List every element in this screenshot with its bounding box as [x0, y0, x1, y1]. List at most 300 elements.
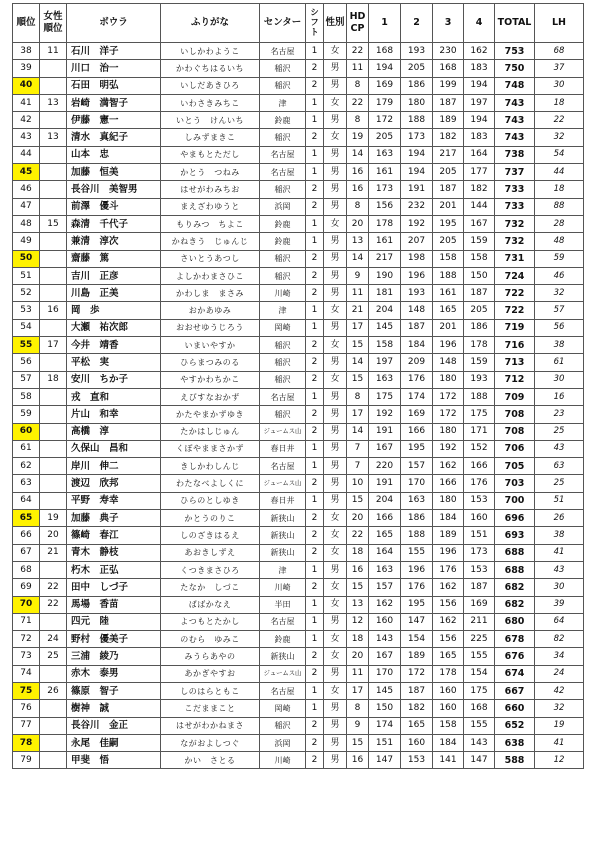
game-4-score: 171: [464, 423, 495, 440]
bowler-name-cell: 片山 和幸: [67, 406, 161, 423]
game-2-score: 165: [401, 717, 433, 734]
shift-cell: 2: [306, 527, 324, 544]
center-cell: 新狭山: [260, 544, 306, 561]
furigana-cell: いしだあきひろ: [161, 77, 260, 94]
game-4-score: 166: [464, 458, 495, 475]
game-4-score: 153: [464, 561, 495, 578]
table-row: [13, 596, 584, 613]
furigana-cell: いまいやすか: [161, 337, 260, 354]
bowler-name-cell: 森清 千代子: [67, 215, 161, 232]
hdcp-cell: 11: [347, 665, 369, 682]
gender-cell: 女: [324, 129, 347, 146]
table-row: [13, 94, 584, 111]
furigana-cell: くつきまさひろ: [161, 561, 260, 578]
bowler-name-cell: 大瀬 祐次郎: [67, 319, 161, 336]
women-rank-cell: [40, 665, 67, 682]
game-4-score: 164: [464, 146, 495, 163]
game-1-score: 217: [369, 250, 401, 267]
bowler-name-cell: 石川 洋子: [67, 43, 161, 60]
rank-cell: 55: [13, 337, 40, 354]
center-cell: ジュームス山: [260, 665, 306, 682]
bowler-name-cell: 兼清 淳次: [67, 233, 161, 250]
game-2-score: 198: [401, 250, 433, 267]
game-1-score: 145: [369, 682, 401, 699]
game-3-score: 160: [433, 682, 464, 699]
rank-cell: 46: [13, 181, 40, 198]
game-2-score: 186: [401, 510, 433, 527]
bowler-name-cell: 三浦 綾乃: [67, 648, 161, 665]
women-rank-cell: [40, 250, 67, 267]
table-row: [13, 700, 584, 717]
table-row: [13, 250, 584, 267]
shift-cell: 2: [306, 406, 324, 423]
total-score: 709: [495, 388, 535, 405]
lh-cell: 41: [535, 734, 584, 751]
women-rank-cell: [40, 354, 67, 371]
game-2-score: 153: [401, 752, 433, 769]
table-row: [13, 267, 584, 284]
bowler-name-cell: 岡 歩: [67, 302, 161, 319]
game-3-score: 161: [433, 285, 464, 302]
game-4-score: 187: [464, 579, 495, 596]
lh-cell: 24: [535, 665, 584, 682]
results-table: [12, 3, 584, 769]
game-4-score: 154: [464, 665, 495, 682]
game-2-score: 189: [401, 648, 433, 665]
total-score: 688: [495, 544, 535, 561]
total-score: 708: [495, 406, 535, 423]
game-3-score: 217: [433, 146, 464, 163]
gender-cell: 男: [324, 319, 347, 336]
center-cell: 稲沢: [260, 371, 306, 388]
game-4-score: 162: [464, 43, 495, 60]
furigana-cell: くぼやままさかず: [161, 440, 260, 457]
shift-cell: 2: [306, 198, 324, 215]
game-3-score: 172: [433, 406, 464, 423]
game-1-score: 143: [369, 631, 401, 648]
gender-cell: 男: [324, 164, 347, 181]
rank-cell: 57: [13, 371, 40, 388]
shift-cell: 2: [306, 337, 324, 354]
lh-cell: 88: [535, 198, 584, 215]
game-4-score: 169: [464, 596, 495, 613]
shift-cell: 2: [306, 579, 324, 596]
game-2-score: 187: [401, 682, 433, 699]
game-3-score: 156: [433, 596, 464, 613]
hdcp-cell: 15: [347, 337, 369, 354]
total-score: 716: [495, 337, 535, 354]
lh-cell: 18: [535, 181, 584, 198]
game-1-score: 151: [369, 734, 401, 751]
table-row: [13, 319, 584, 336]
gender-cell: 男: [324, 492, 347, 509]
center-cell: 名古屋: [260, 388, 306, 405]
women-rank-cell: [40, 319, 67, 336]
table-row: [13, 198, 584, 215]
shift-cell: 1: [306, 146, 324, 163]
hdcp-cell: 13: [347, 233, 369, 250]
center-cell: 新狭山: [260, 527, 306, 544]
header-game-1: 1: [369, 4, 401, 43]
game-2-score: 155: [401, 544, 433, 561]
shift-cell: 2: [306, 250, 324, 267]
game-4-score: 159: [464, 354, 495, 371]
center-cell: 稲沢: [260, 181, 306, 198]
game-4-score: 182: [464, 181, 495, 198]
lh-cell: 34: [535, 648, 584, 665]
shift-cell: 2: [306, 752, 324, 769]
shift-cell: 1: [306, 112, 324, 129]
table-row: [13, 60, 584, 77]
game-1-score: 190: [369, 267, 401, 284]
header-women-rank: 女性 順位: [40, 4, 67, 43]
bowler-name-cell: 岩崎 満智子: [67, 94, 161, 111]
game-3-score: 141: [433, 752, 464, 769]
game-4-score: 167: [464, 215, 495, 232]
total-score: 652: [495, 717, 535, 734]
center-cell: 鈴鹿: [260, 215, 306, 232]
shift-cell: 2: [306, 181, 324, 198]
women-rank-cell: [40, 181, 67, 198]
gender-cell: 男: [324, 700, 347, 717]
gender-cell: 女: [324, 302, 347, 319]
women-rank-cell: 11: [40, 43, 67, 60]
game-3-score: 180: [433, 371, 464, 388]
gender-cell: 男: [324, 60, 347, 77]
bowler-name-cell: 高橋 淳: [67, 423, 161, 440]
women-rank-cell: 24: [40, 631, 67, 648]
hdcp-cell: 8: [347, 112, 369, 129]
gender-cell: 男: [324, 77, 347, 94]
center-cell: 稲沢: [260, 354, 306, 371]
lh-cell: 26: [535, 510, 584, 527]
bowler-name-cell: 田中 しづ子: [67, 579, 161, 596]
game-3-score: 192: [433, 440, 464, 457]
bowler-name-cell: 青木 静枝: [67, 544, 161, 561]
rank-cell: 40: [13, 77, 40, 94]
game-4-score: 159: [464, 233, 495, 250]
table-row: [13, 544, 584, 561]
rank-cell: 79: [13, 752, 40, 769]
hdcp-cell: 19: [347, 129, 369, 146]
table-row: [13, 648, 584, 665]
furigana-cell: かとう つねみ: [161, 164, 260, 181]
hdcp-cell: 22: [347, 527, 369, 544]
center-cell: 春日井: [260, 492, 306, 509]
total-score: 682: [495, 596, 535, 613]
center-cell: 稲沢: [260, 717, 306, 734]
furigana-cell: えびすなおかず: [161, 388, 260, 405]
table-row: [13, 233, 584, 250]
game-1-score: 147: [369, 752, 401, 769]
hdcp-cell: 8: [347, 388, 369, 405]
women-rank-cell: [40, 406, 67, 423]
lh-cell: 38: [535, 527, 584, 544]
total-score: 743: [495, 129, 535, 146]
game-3-score: 196: [433, 337, 464, 354]
bowler-name-cell: 永尾 佳嗣: [67, 734, 161, 751]
game-3-score: 158: [433, 250, 464, 267]
hdcp-cell: 7: [347, 458, 369, 475]
center-cell: 浜岡: [260, 198, 306, 215]
game-2-score: 180: [401, 94, 433, 111]
game-2-score: 188: [401, 112, 433, 129]
shift-cell: 1: [306, 561, 324, 578]
shift-cell: 2: [306, 371, 324, 388]
game-3-score: 166: [433, 475, 464, 492]
game-3-score: 178: [433, 665, 464, 682]
women-rank-cell: 21: [40, 544, 67, 561]
game-3-score: 195: [433, 215, 464, 232]
gender-cell: 男: [324, 233, 347, 250]
rank-cell: 53: [13, 302, 40, 319]
total-score: 676: [495, 648, 535, 665]
rank-cell: 42: [13, 112, 40, 129]
furigana-cell: きしかわしんじ: [161, 458, 260, 475]
gender-cell: 女: [324, 631, 347, 648]
header-game-3: 3: [433, 4, 464, 43]
center-cell: 稲沢: [260, 129, 306, 146]
game-4-score: 188: [464, 388, 495, 405]
women-rank-cell: 16: [40, 302, 67, 319]
game-1-score: 172: [369, 112, 401, 129]
lh-cell: 25: [535, 475, 584, 492]
rank-cell: 56: [13, 354, 40, 371]
gender-cell: 男: [324, 475, 347, 492]
center-cell: 稲沢: [260, 60, 306, 77]
gender-cell: 男: [324, 181, 347, 198]
game-4-score: 177: [464, 164, 495, 181]
gender-cell: 男: [324, 440, 347, 457]
furigana-cell: おおせゆうじろう: [161, 319, 260, 336]
rank-cell: 58: [13, 388, 40, 405]
rank-cell: 78: [13, 734, 40, 751]
total-score: 678: [495, 631, 535, 648]
total-score: 693: [495, 527, 535, 544]
gender-cell: 女: [324, 43, 347, 60]
game-4-score: 158: [464, 250, 495, 267]
women-rank-cell: [40, 561, 67, 578]
game-1-score: 181: [369, 285, 401, 302]
rank-cell: 65: [13, 510, 40, 527]
table-row: [13, 164, 584, 181]
women-rank-cell: [40, 752, 67, 769]
table-row: [13, 458, 584, 475]
header-game-2: 2: [401, 4, 433, 43]
hdcp-cell: 13: [347, 596, 369, 613]
bowler-name-cell: 平野 寿幸: [67, 492, 161, 509]
women-rank-cell: [40, 60, 67, 77]
game-3-score: 168: [433, 60, 464, 77]
shift-cell: 1: [306, 215, 324, 232]
game-3-score: 162: [433, 613, 464, 630]
game-3-score: 205: [433, 164, 464, 181]
hdcp-cell: 17: [347, 682, 369, 699]
shift-cell: 1: [306, 492, 324, 509]
bowler-name-cell: 篠原 智子: [67, 682, 161, 699]
furigana-cell: まえざわゆうと: [161, 198, 260, 215]
table-row: [13, 665, 584, 682]
game-2-score: 195: [401, 440, 433, 457]
hdcp-cell: 11: [347, 60, 369, 77]
game-4-score: 151: [464, 527, 495, 544]
furigana-cell: かたやまかずゆき: [161, 406, 260, 423]
table-row: [13, 613, 584, 630]
center-cell: 津: [260, 561, 306, 578]
shift-cell: 2: [306, 285, 324, 302]
game-3-score: 196: [433, 544, 464, 561]
table-row: [13, 475, 584, 492]
total-score: 724: [495, 267, 535, 284]
total-score: 688: [495, 561, 535, 578]
shift-cell: 1: [306, 682, 324, 699]
bowler-name-cell: 戎 直和: [67, 388, 161, 405]
total-score: 733: [495, 181, 535, 198]
shift-cell: 1: [306, 700, 324, 717]
game-1-score: 191: [369, 475, 401, 492]
shift-cell: 1: [306, 440, 324, 457]
game-3-score: 205: [433, 233, 464, 250]
header-gender: 性別: [324, 4, 347, 43]
game-1-score: 192: [369, 406, 401, 423]
game-2-score: 209: [401, 354, 433, 371]
bowler-name-cell: 伊藤 憲一: [67, 112, 161, 129]
rank-cell: 39: [13, 60, 40, 77]
table-row: [13, 734, 584, 751]
total-score: 733: [495, 198, 535, 215]
gender-cell: 男: [324, 406, 347, 423]
lh-cell: 32: [535, 285, 584, 302]
shift-cell: 1: [306, 596, 324, 613]
total-score: 743: [495, 112, 535, 129]
game-2-score: 170: [401, 475, 433, 492]
gender-cell: 女: [324, 527, 347, 544]
game-1-score: 158: [369, 337, 401, 354]
hdcp-cell: 8: [347, 77, 369, 94]
bowler-name-cell: 赤木 泰男: [67, 665, 161, 682]
furigana-cell: はせがわみちお: [161, 181, 260, 198]
game-3-score: 182: [433, 129, 464, 146]
shift-cell: 1: [306, 631, 324, 648]
gender-cell: 女: [324, 371, 347, 388]
hdcp-cell: 20: [347, 215, 369, 232]
game-1-score: 204: [369, 492, 401, 509]
game-4-score: 150: [464, 267, 495, 284]
game-2-score: 184: [401, 337, 433, 354]
rank-cell: 45: [13, 164, 40, 181]
game-1-score: 174: [369, 717, 401, 734]
women-rank-cell: [40, 423, 67, 440]
furigana-cell: しのざきはるえ: [161, 527, 260, 544]
total-score: 588: [495, 752, 535, 769]
bowler-name-cell: 清水 真紀子: [67, 129, 161, 146]
hdcp-cell: 16: [347, 164, 369, 181]
bowler-name-cell: 川島 正美: [67, 285, 161, 302]
lh-cell: 46: [535, 267, 584, 284]
center-cell: 新狭山: [260, 510, 306, 527]
game-2-score: 154: [401, 631, 433, 648]
gender-cell: 女: [324, 510, 347, 527]
furigana-cell: かい さとる: [161, 752, 260, 769]
hdcp-cell: 14: [347, 423, 369, 440]
bowler-name-cell: 長谷川 美智男: [67, 181, 161, 198]
gender-cell: 男: [324, 458, 347, 475]
gender-cell: 女: [324, 337, 347, 354]
table-row: [13, 631, 584, 648]
game-2-score: 187: [401, 319, 433, 336]
lh-cell: 57: [535, 302, 584, 319]
game-1-score: 175: [369, 388, 401, 405]
total-score: 712: [495, 371, 535, 388]
game-3-score: 184: [433, 734, 464, 751]
shift-cell: 2: [306, 665, 324, 682]
bowler-name-cell: 朽木 正弘: [67, 561, 161, 578]
gender-cell: 女: [324, 579, 347, 596]
game-2-score: 182: [401, 700, 433, 717]
shift-cell: 2: [306, 354, 324, 371]
rank-cell: 60: [13, 423, 40, 440]
gender-cell: 男: [324, 267, 347, 284]
lh-cell: 18: [535, 94, 584, 111]
game-3-score: 189: [433, 112, 464, 129]
game-2-score: 147: [401, 613, 433, 630]
rank-cell: 71: [13, 613, 40, 630]
total-score: 750: [495, 60, 535, 77]
game-2-score: 148: [401, 302, 433, 319]
game-4-score: 194: [464, 77, 495, 94]
women-rank-cell: 13: [40, 129, 67, 146]
rank-cell: 64: [13, 492, 40, 509]
center-cell: 名古屋: [260, 613, 306, 630]
women-rank-cell: [40, 164, 67, 181]
women-rank-cell: 25: [40, 648, 67, 665]
total-score: 732: [495, 215, 535, 232]
table-row: [13, 112, 584, 129]
hdcp-cell: 8: [347, 700, 369, 717]
hdcp-cell: 15: [347, 371, 369, 388]
game-4-score: 168: [464, 700, 495, 717]
lh-cell: 82: [535, 631, 584, 648]
hdcp-cell: 14: [347, 146, 369, 163]
shift-cell: 2: [306, 544, 324, 561]
game-2-score: 188: [401, 527, 433, 544]
rank-cell: 73: [13, 648, 40, 665]
lh-cell: 32: [535, 700, 584, 717]
center-cell: 稲沢: [260, 250, 306, 267]
game-3-score: 201: [433, 198, 464, 215]
game-3-score: 165: [433, 648, 464, 665]
bowler-name-cell: 川口 治一: [67, 60, 161, 77]
game-2-score: 191: [401, 181, 433, 198]
women-rank-cell: [40, 77, 67, 94]
center-cell: 稲沢: [260, 77, 306, 94]
total-score: 703: [495, 475, 535, 492]
shift-cell: 2: [306, 734, 324, 751]
game-1-score: 163: [369, 146, 401, 163]
game-4-score: 183: [464, 129, 495, 146]
furigana-cell: よつもとたかし: [161, 613, 260, 630]
center-cell: 稲沢: [260, 267, 306, 284]
bowler-name-cell: 野村 優美子: [67, 631, 161, 648]
rank-cell: 66: [13, 527, 40, 544]
furigana-cell: いとう けんいち: [161, 112, 260, 129]
bowler-name-cell: 前澤 優斗: [67, 198, 161, 215]
game-3-score: 184: [433, 510, 464, 527]
game-4-score: 175: [464, 682, 495, 699]
header-bowler: ボウラ: [67, 4, 161, 43]
women-rank-cell: [40, 198, 67, 215]
game-1-score: 191: [369, 423, 401, 440]
